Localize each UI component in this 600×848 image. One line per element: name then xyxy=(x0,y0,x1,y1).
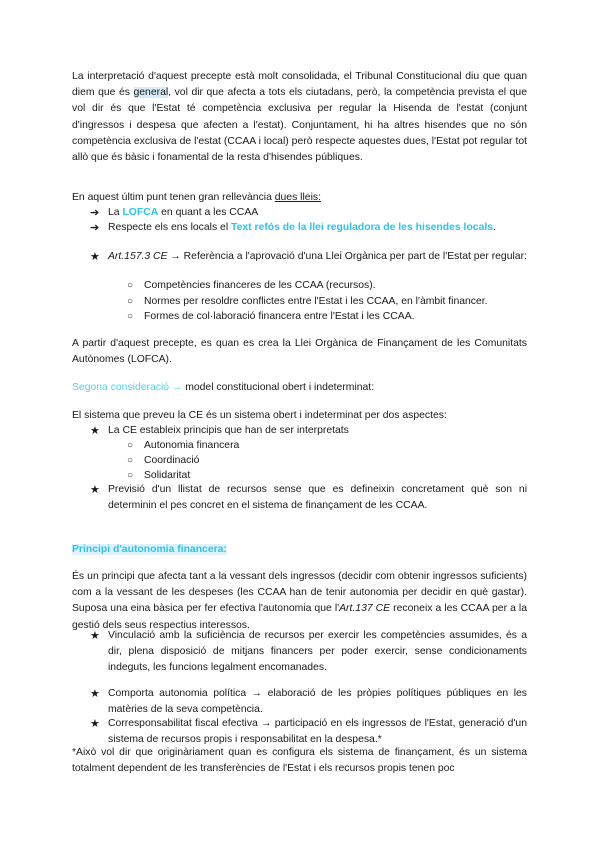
circle-bullet-icon: ○ xyxy=(127,455,134,466)
arrow-bullet-icon: ➔ xyxy=(90,222,100,234)
star-bullet-icon: ★ xyxy=(90,718,100,730)
text: , vol dir que afecta a tots els ciutadans, però, la competència prevista el que vol dir és que l'Estat té competència exclusiva per regular la Hisenda de l'estat (conjunt d'ingressos i despesa que afecten a l'estat). Conjuntament, hi ha altres hisendes que no són competència exclusiva de l'estat (CCAA i local) però respecte aquestes dues, l'Estat pot regular tot allò que és bàsic i fonamental de la resta d'hisendes públiques. xyxy=(72,87,527,164)
paragraph-lofca: A partir d'aquest precepte, es quan es crea la Llei Orgànica de Finançament de les Comunitats Autònomes (LOFCA). xyxy=(72,338,527,366)
sub-item: Solidaritat xyxy=(144,470,191,481)
list-item-sufficiency: Vinculació amb la suficiència de recursos per exercir les competències assumides, és a dir, plena disposició de mitjans financers per poder exercir, sense condicionaments indeguts, les funcions legalment encomanades. xyxy=(108,630,527,673)
star-bullet-icon: ★ xyxy=(90,425,100,437)
list-item-local xyxy=(108,220,496,236)
list-item-political-autonomy: Comporta autonomia política → elaboració de les pròpies polítiques públiques en les matèries de la seva competència. xyxy=(108,688,527,715)
circle-bullet-icon: ○ xyxy=(127,311,134,322)
circle-bullet-icon: ○ xyxy=(127,280,134,291)
text: → Referència a l'aprovació d'una Llei Orgànica per part de l'Estat per regular: xyxy=(167,251,527,262)
list-item-art157 xyxy=(108,249,527,265)
italic-text: Art.137 CE xyxy=(339,603,391,615)
highlighted-term: Text refós de la llei reguladora de les hisendes locals xyxy=(231,222,494,233)
list-item-resources: Previsió d'un llistat de recursos sense que es defineixin concretament què son ni determinin el pes concret en el sistema de finançament de les CCAA. xyxy=(108,484,527,511)
text: En aquest últim punt tenen gran rellevància xyxy=(72,192,275,203)
highlighted-word: general xyxy=(133,87,169,99)
text: model constitucional obert i indeterminat: xyxy=(182,382,375,393)
text: La xyxy=(108,207,123,218)
arrow-bullet-icon: ➔ xyxy=(90,207,100,219)
star-bullet-icon: ★ xyxy=(90,688,100,700)
paragraph-two-laws xyxy=(72,190,321,206)
sub-item: Competències financeres de les CCAA (recursos). xyxy=(144,280,376,291)
star-bullet-icon: ★ xyxy=(90,484,100,496)
paragraph-footnote: *Això vol dir que originàriament quan es configura els sistema de finançament, és un sistema totalment dependent de les transferències de l'Estat i els recursos propis tenen poc xyxy=(72,747,527,775)
text: És un principi que afecta tant a la vessant dels ingressos (decidir com obtenir ingressos suficients) com a la vessant de les despeses (les CCAA han de tenir autonomia per decidir en què gastar). Suposa una eina bàsica per fer efectiva l'autonomia que l' xyxy=(72,571,527,615)
italic-text: Art.157.3 CE xyxy=(108,251,168,262)
highlighted-term: LOFCA xyxy=(122,207,159,218)
sub-item: Formes de col·laboració financera entre l'Estat i les CCAA. xyxy=(144,311,415,322)
heading-text: Principi d'autonomia financera: xyxy=(72,544,227,555)
circle-bullet-icon: ○ xyxy=(127,470,134,481)
paragraph-second-consideration xyxy=(72,380,374,396)
section-heading xyxy=(72,542,227,558)
text: reconeix a les CCAA per a la gestió dels seus respectius interessos. xyxy=(72,603,527,631)
sub-item: Autonomia financera xyxy=(144,440,240,451)
paragraph-open-system: El sistema que preveu la CE és un sistema obert i indeterminat per dos aspectes: xyxy=(72,410,447,421)
text: La interpretació d'aquest precepte està molt consolidada, el Tribunal Constitucional diu que quan diem que és xyxy=(72,71,527,99)
list-item-lofca xyxy=(108,205,258,221)
list-item-fiscal-responsibility: Corresponsabilitat fiscal efectiva → participació en els ingressos de l'Estat, generació d'un sistema de recursos propis i responsabilitat en la despesa.* xyxy=(108,718,527,745)
star-bullet-icon: ★ xyxy=(90,251,100,263)
list-item-principles: La CE estableix principis que han de ser interpretats xyxy=(108,425,349,436)
underlined-text: dues lleis: xyxy=(274,192,321,203)
sub-item: Coordinació xyxy=(144,455,200,466)
paragraph-interpretation xyxy=(72,69,527,166)
paragraph-autonomy xyxy=(72,569,527,634)
text: en quant a les CCAA xyxy=(158,207,259,218)
circle-bullet-icon: ○ xyxy=(127,296,134,307)
highlighted-term: Segona consideració → xyxy=(72,382,183,393)
circle-bullet-icon: ○ xyxy=(127,440,134,451)
star-bullet-icon: ★ xyxy=(90,630,100,642)
text: Respecte els ens locals el xyxy=(108,222,232,233)
text: . xyxy=(493,222,496,233)
sub-item: Normes per resoldre conflictes entre l'Estat i les CCAA, en l'àmbit financer. xyxy=(144,296,488,307)
